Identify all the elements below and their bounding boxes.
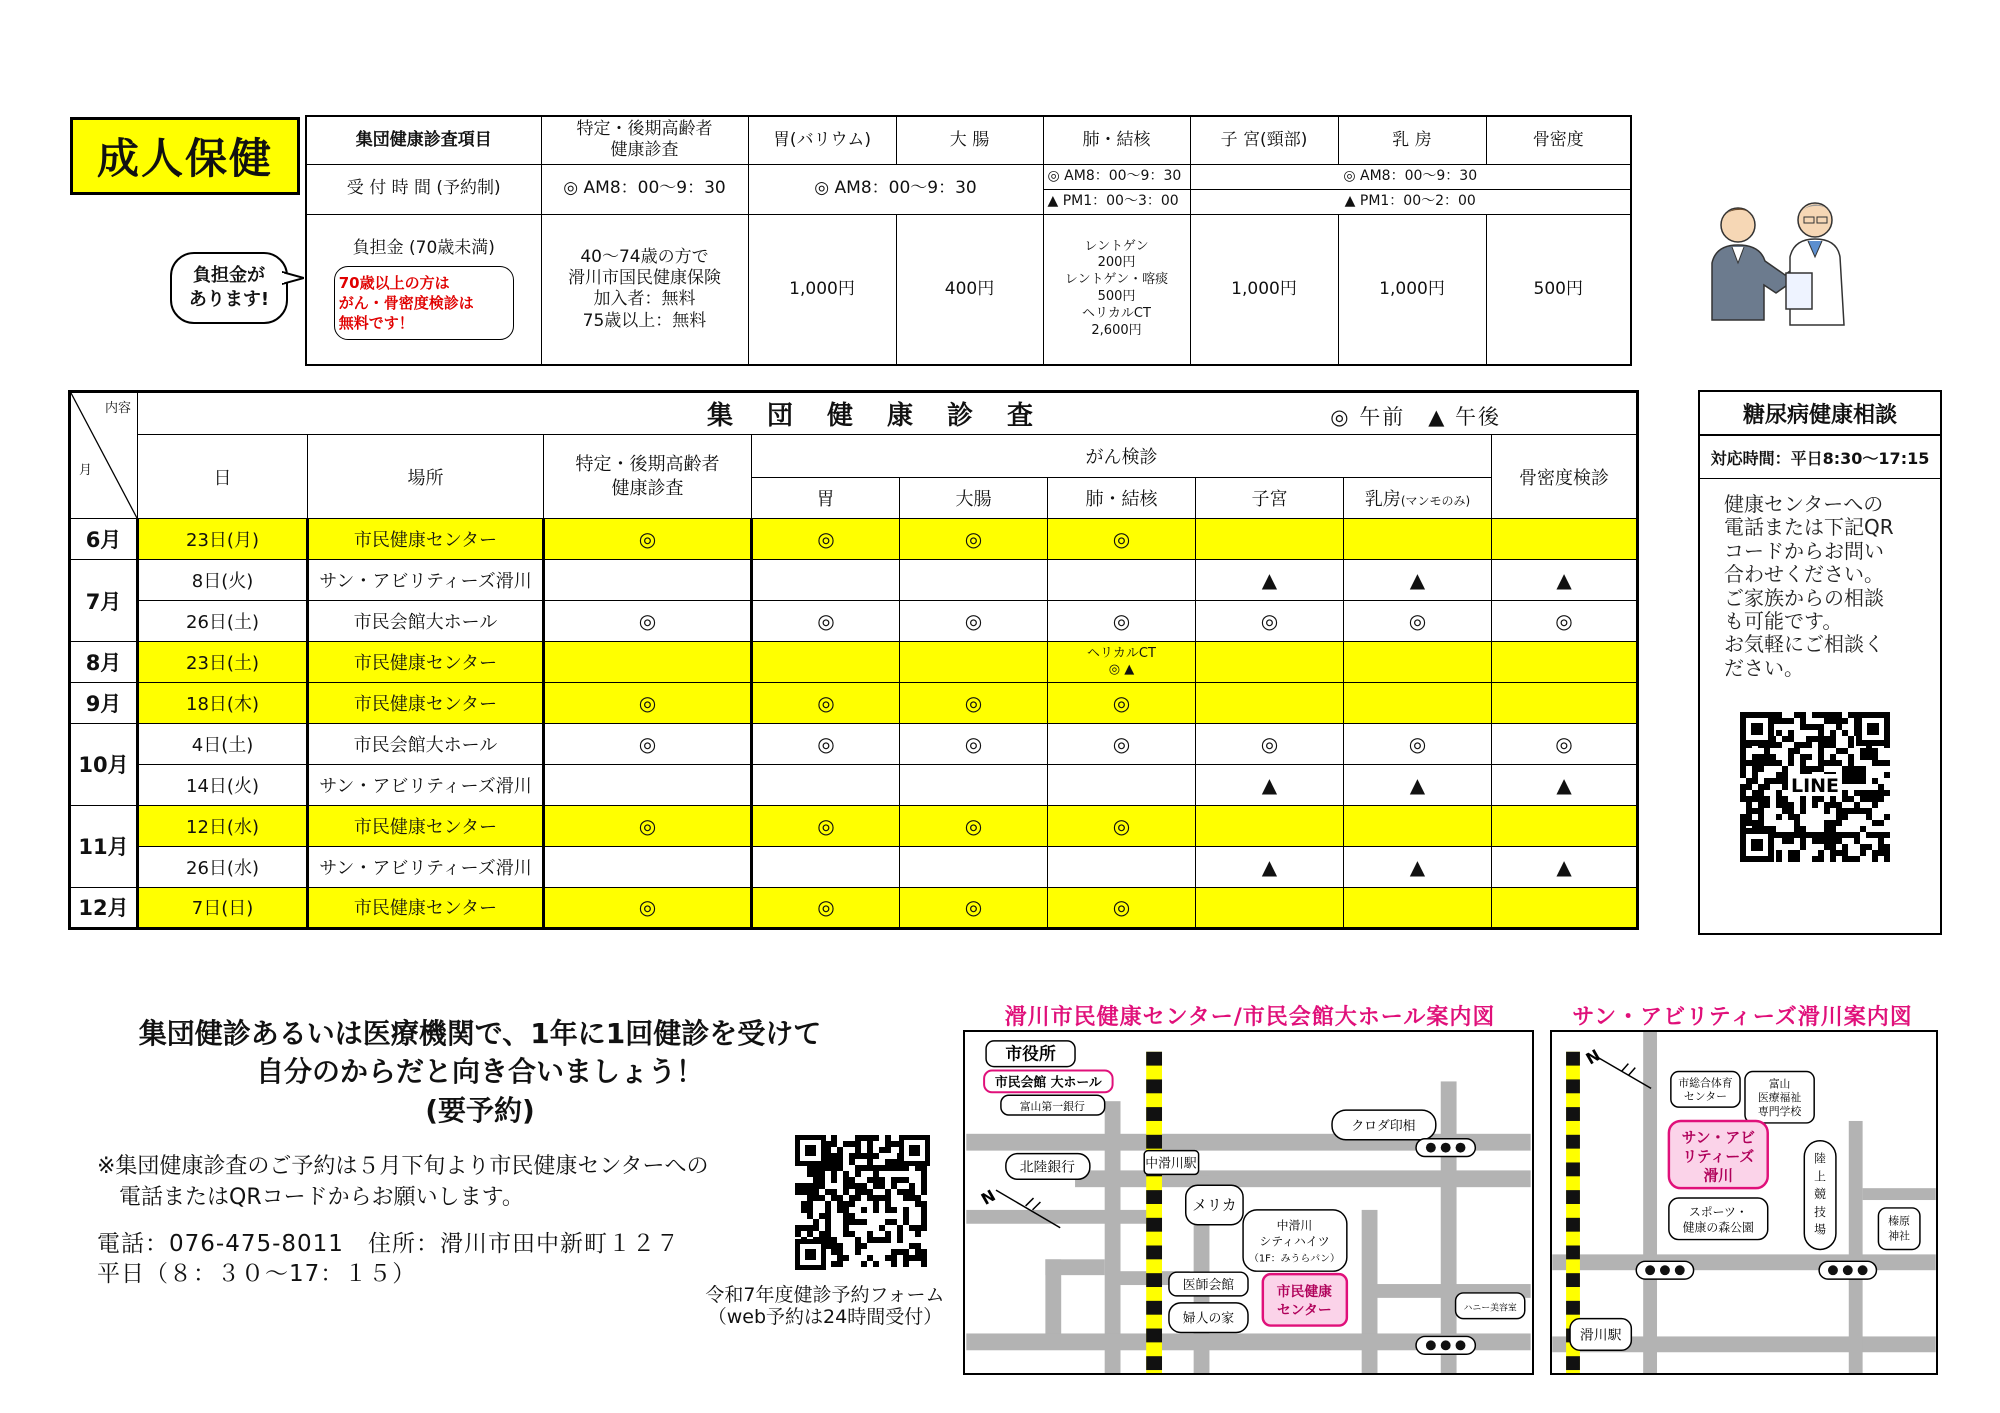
form-caption-line-1: 令和7年度健診予約フォーム bbox=[705, 1284, 945, 1306]
map1-station: 中滑川駅 bbox=[1145, 1156, 1197, 1172]
form-caption-line-2: （web予約は24時間受付） bbox=[707, 1305, 943, 1328]
map1-heights-1: 中滑川 bbox=[1276, 1218, 1313, 1233]
mark-lung: ◎ bbox=[1048, 887, 1196, 928]
mark-bone: ◎ bbox=[1492, 723, 1638, 764]
mark-lung: ヘリカルCT ◎ ▲ bbox=[1048, 642, 1196, 683]
mark-colon: ◎ bbox=[900, 601, 1048, 642]
col-uterus: 子宮 bbox=[1196, 478, 1344, 519]
map2-compass-icon bbox=[1597, 1057, 1651, 1089]
contact-phone: 電話：076-475-8011 bbox=[97, 1231, 344, 1257]
mark-uterus bbox=[1196, 805, 1344, 846]
map2-shrine-2: 神社 bbox=[1888, 1229, 1911, 1243]
mark-uterus: ◎ bbox=[1196, 601, 1344, 642]
map2-shrine-1: 榛原 bbox=[1888, 1214, 1911, 1228]
mark-lung: ◎ bbox=[1048, 805, 1196, 846]
consult-line: コードからお問い bbox=[1724, 538, 1884, 563]
schedule-title: 集団健康診査 bbox=[707, 401, 1068, 432]
mark-tokutei bbox=[544, 764, 752, 805]
mark-stomach bbox=[752, 846, 900, 887]
mark-breast bbox=[1344, 887, 1492, 928]
row-day: 23日(月) bbox=[138, 519, 308, 560]
mark-stomach: ◎ bbox=[752, 723, 900, 764]
map2-title: サン・アビリティーズ滑川案内図 bbox=[1572, 1005, 1913, 1030]
mark-uterus bbox=[1196, 519, 1344, 560]
mark-stomach bbox=[752, 560, 900, 601]
map1-women: 婦人の家 bbox=[1182, 1311, 1235, 1327]
mark-uterus bbox=[1196, 683, 1344, 724]
col-breast-cell bbox=[1344, 478, 1492, 519]
mark-uterus bbox=[1196, 887, 1344, 928]
fee-label-cell bbox=[306, 214, 541, 365]
row-place: サン・アビリティーズ滑川 bbox=[308, 846, 544, 887]
map2-track-2: 上 bbox=[1814, 1169, 1827, 1184]
corner-cell bbox=[70, 392, 138, 519]
map2-sun-3: 滑川 bbox=[1703, 1167, 1734, 1185]
map2-track-5: 場 bbox=[1814, 1222, 1827, 1237]
mark-breast: ▲ bbox=[1344, 560, 1492, 601]
consult-line: 合わせください。 bbox=[1724, 562, 1884, 587]
fee-stomach: 1,000円 bbox=[748, 214, 896, 365]
reception-lung-am: ◎ AM8：00～9：30 bbox=[1043, 164, 1190, 189]
row-place: 市民会館大ホール bbox=[308, 601, 544, 642]
mark-tokutei: ◎ bbox=[544, 519, 752, 560]
schedule-table bbox=[68, 390, 1639, 930]
corner-bottom-label: 月 bbox=[79, 463, 93, 479]
map-sun-abilities bbox=[1550, 1030, 1938, 1375]
reception-label: 受 付 時 間 (予約制) bbox=[306, 164, 541, 214]
row-day: 4日(土) bbox=[138, 723, 308, 764]
mark-tokutei bbox=[544, 560, 752, 601]
contact-address: 住所：滑川市田中新町１２７ bbox=[367, 1231, 680, 1257]
mark-colon: ◎ bbox=[900, 805, 1048, 846]
schedule-row bbox=[70, 723, 1638, 764]
fee-bone: 500円 bbox=[1486, 214, 1631, 365]
slogan bbox=[90, 1015, 870, 1130]
schedule-row bbox=[70, 560, 1638, 601]
mark-colon: ◎ bbox=[900, 887, 1048, 928]
fee-colon: 400円 bbox=[896, 214, 1043, 365]
map1-bank1: 富山第一銀行 bbox=[1019, 1100, 1085, 1114]
map2-school-1: 富山 bbox=[1768, 1077, 1791, 1091]
row-month: 10月 bbox=[70, 723, 138, 805]
mark-colon bbox=[900, 764, 1048, 805]
row-day: 26日(土) bbox=[138, 601, 308, 642]
schedule-legend: ◎ 午前 ▲ 午後 bbox=[1330, 405, 1502, 429]
mark-tokutei: ◎ bbox=[544, 601, 752, 642]
consult-line: お気軽にご相談く bbox=[1724, 632, 1884, 657]
contact-info bbox=[97, 1230, 837, 1290]
reception-tokutei: ◎ AM8：00～9：30 bbox=[541, 164, 748, 214]
schedule-rows bbox=[70, 519, 1638, 929]
map2-sports-2: 健康の森公園 bbox=[1682, 1220, 1754, 1235]
page-title: 成人保健 bbox=[70, 117, 300, 195]
mark-lung: ◎ bbox=[1048, 723, 1196, 764]
row-place: 市民健康センター bbox=[308, 519, 544, 560]
mark-colon bbox=[900, 560, 1048, 601]
map2-north: N bbox=[1582, 1045, 1604, 1069]
mark-colon: ◎ bbox=[900, 519, 1048, 560]
schedule-row bbox=[70, 846, 1638, 887]
mark-tokutei bbox=[544, 642, 752, 683]
map1-north: N bbox=[977, 1185, 999, 1209]
row-day: 18日(木) bbox=[138, 683, 308, 724]
line-qr-code[interactable] bbox=[1740, 712, 1890, 862]
col-bone: 骨密度検診 bbox=[1492, 435, 1638, 519]
map1-heights-3: （1F：みうらパン） bbox=[1248, 1253, 1340, 1265]
mark-breast bbox=[1344, 519, 1492, 560]
mark-breast bbox=[1344, 683, 1492, 724]
map1-center-1: 市民健康 bbox=[1276, 1283, 1333, 1300]
doctor-patient-illustration bbox=[1690, 195, 1870, 330]
reception-lung-pm: ▲ PM1：00～3：00 bbox=[1043, 189, 1190, 214]
mark-colon bbox=[900, 642, 1048, 683]
fee-note: 70歳以上の方は がん・骨密度検診は 無料です！ bbox=[334, 266, 514, 341]
consult-hours: 対応時間：平日8:30～17:15 bbox=[1700, 436, 1940, 479]
mark-stomach: ◎ bbox=[752, 519, 900, 560]
row-month: 8月 bbox=[70, 642, 138, 683]
mark-breast: ▲ bbox=[1344, 846, 1492, 887]
mark-tokutei: ◎ bbox=[544, 887, 752, 928]
mark-uterus bbox=[1196, 642, 1344, 683]
fee-header-items: 集団健康診査項目 bbox=[306, 116, 541, 164]
row-place: 市民健康センター bbox=[308, 683, 544, 724]
mark-colon: ◎ bbox=[900, 683, 1048, 724]
mark-lung bbox=[1048, 560, 1196, 601]
mark-lung: ◎ bbox=[1048, 683, 1196, 724]
map1-honey: ハニー美容室 bbox=[1463, 1303, 1517, 1314]
col-breast-note: (マンモのみ) bbox=[1400, 494, 1471, 509]
map1-medical: 医師会館 bbox=[1182, 1277, 1235, 1293]
mark-colon bbox=[900, 846, 1048, 887]
bubble-tail bbox=[282, 270, 304, 286]
fee-header-breast: 乳 房 bbox=[1338, 116, 1486, 164]
map1-title: 滑川市民健康センター/市民会館大ホール案内図 bbox=[1004, 1005, 1496, 1030]
mark-stomach: ◎ bbox=[752, 805, 900, 846]
consult-line: 健康センターへの bbox=[1724, 492, 1884, 516]
mark-lung bbox=[1048, 846, 1196, 887]
consult-line: も可能です。 bbox=[1724, 608, 1843, 633]
slogan-line-2: 自分のからだと向き合いましょう！ bbox=[255, 1055, 704, 1089]
reception-others-am: ◎ AM8：00～9：30 bbox=[1190, 164, 1631, 189]
fee-header-uterus: 子 宮(頸部) bbox=[1190, 116, 1338, 164]
map2-school-3: 専門学校 bbox=[1757, 1105, 1802, 1119]
mark-bone bbox=[1492, 642, 1638, 683]
row-day: 7日(日) bbox=[138, 887, 308, 928]
mark-stomach bbox=[752, 642, 900, 683]
mark-bone: ▲ bbox=[1492, 846, 1638, 887]
fee-label: 負担金 (70歳未満) bbox=[352, 238, 495, 259]
map2-school-2: 医療福祉 bbox=[1757, 1091, 1802, 1105]
col-day: 日 bbox=[138, 435, 308, 519]
map1-merika: メリカ bbox=[1192, 1196, 1237, 1214]
mark-tokutei: ◎ bbox=[544, 723, 752, 764]
reception-stomach-colon: ◎ AM8：00～9：30 bbox=[748, 164, 1043, 214]
map1-center-2: センター bbox=[1276, 1302, 1332, 1319]
schedule-row bbox=[70, 887, 1638, 928]
row-day: 26日(水) bbox=[138, 846, 308, 887]
map1-hall: 市民会館 大ホール bbox=[994, 1075, 1102, 1091]
col-place: 場所 bbox=[308, 435, 544, 519]
map2-track-4: 技 bbox=[1814, 1204, 1827, 1219]
mark-bone bbox=[1492, 887, 1638, 928]
fee-table bbox=[305, 115, 1632, 366]
line-qr-label: LINE bbox=[1790, 775, 1840, 797]
row-day: 14日(火) bbox=[138, 764, 308, 805]
mark-breast: ◎ bbox=[1344, 601, 1492, 642]
row-day: 12日(水) bbox=[138, 805, 308, 846]
fee-breast: 1,000円 bbox=[1338, 214, 1486, 365]
mark-bone: ◎ bbox=[1492, 601, 1638, 642]
consult-line: ださい。 bbox=[1724, 655, 1804, 680]
reservation-note bbox=[97, 1152, 797, 1214]
reservation-line-2: 電話またはQRコードからお願いします。 bbox=[119, 1184, 524, 1210]
map-health-center bbox=[963, 1030, 1534, 1375]
mark-lung: ◎ bbox=[1048, 601, 1196, 642]
mark-tokutei bbox=[544, 846, 752, 887]
consult-line: ご家族からの相談 bbox=[1724, 585, 1884, 610]
map2-sun-2: リティーズ bbox=[1682, 1148, 1755, 1166]
form-caption bbox=[690, 1285, 960, 1329]
consult-body bbox=[1700, 479, 1940, 680]
row-month: 9月 bbox=[70, 683, 138, 724]
mark-stomach: ◎ bbox=[752, 683, 900, 724]
row-day: 8日(火) bbox=[138, 560, 308, 601]
fee-lung: レントゲン 200円 レントゲン・喀痰 500円 ヘリカルCT 2,600円 bbox=[1043, 214, 1190, 365]
fee-header-colon: 大 腸 bbox=[896, 116, 1043, 164]
reservation-form-qr-code[interactable] bbox=[795, 1135, 930, 1270]
consult-title: 糖尿病健康相談 bbox=[1700, 392, 1940, 436]
fee-header-stomach: 胃(バリウム) bbox=[748, 116, 896, 164]
slogan-line-3: (要予約) bbox=[425, 1093, 535, 1127]
mark-breast bbox=[1344, 642, 1492, 683]
mark-uterus: ◎ bbox=[1196, 723, 1344, 764]
row-month: 12月 bbox=[70, 887, 138, 928]
mark-uterus: ▲ bbox=[1196, 560, 1344, 601]
row-place: 市民健康センター bbox=[308, 642, 544, 683]
bubble-line-2: あります! bbox=[188, 289, 270, 310]
mark-bone: ▲ bbox=[1492, 764, 1638, 805]
map2-sun-1: サン・アビ bbox=[1681, 1129, 1755, 1147]
fee-bubble bbox=[170, 252, 288, 324]
mark-bone bbox=[1492, 519, 1638, 560]
schedule-row bbox=[70, 601, 1638, 642]
row-place: サン・アビリティーズ滑川 bbox=[308, 764, 544, 805]
mark-lung bbox=[1048, 764, 1196, 805]
schedule-row bbox=[70, 683, 1638, 724]
mark-lung: ◎ bbox=[1048, 519, 1196, 560]
reservation-line-1: ※集団健康診査のご予約は５月下旬より市民健康センターへの bbox=[97, 1154, 709, 1179]
reception-others-pm: ▲ PM1：00～2：00 bbox=[1190, 189, 1631, 214]
schedule-row bbox=[70, 642, 1638, 683]
mark-bone bbox=[1492, 805, 1638, 846]
row-place: 市民健康センター bbox=[308, 805, 544, 846]
mark-bone: ▲ bbox=[1492, 560, 1638, 601]
mark-uterus: ▲ bbox=[1196, 846, 1344, 887]
fee-header-tokutei: 特定・後期高齢者 健康診査 bbox=[541, 116, 748, 164]
map2-track-3: 競 bbox=[1814, 1187, 1827, 1202]
schedule-row bbox=[70, 805, 1638, 846]
map1-kuroda: クロダ印相 bbox=[1351, 1118, 1416, 1134]
row-month: 6月 bbox=[70, 519, 138, 560]
fee-header-bone: 骨密度 bbox=[1486, 116, 1631, 164]
schedule-title-cell bbox=[138, 392, 1638, 435]
row-place: 市民健康センター bbox=[308, 887, 544, 928]
schedule-row bbox=[70, 764, 1638, 805]
map1-bank2: 北陸銀行 bbox=[1019, 1159, 1076, 1176]
mark-tokutei: ◎ bbox=[544, 683, 752, 724]
fee-header-lung: 肺・結核 bbox=[1043, 116, 1190, 164]
col-tokutei: 特定・後期高齢者 健康診査 bbox=[544, 435, 752, 519]
fee-tokutei: 40～74歳の方で 滑川市国民健康保険 加入者：無料 75歳以上：無料 bbox=[541, 214, 748, 365]
map2-sports-1: スポーツ・ bbox=[1688, 1204, 1748, 1219]
mark-breast bbox=[1344, 805, 1492, 846]
mark-stomach bbox=[752, 764, 900, 805]
col-stomach: 胃 bbox=[752, 478, 900, 519]
row-day: 23日(土) bbox=[138, 642, 308, 683]
bubble-line-1: 負担金が bbox=[193, 264, 265, 286]
col-cancer: がん検診 bbox=[752, 435, 1492, 478]
mark-stomach: ◎ bbox=[752, 601, 900, 642]
row-month: 11月 bbox=[70, 805, 138, 887]
row-month: 7月 bbox=[70, 560, 138, 642]
mark-uterus: ▲ bbox=[1196, 764, 1344, 805]
map2-gym-2: センター bbox=[1683, 1090, 1727, 1104]
map2-station: 滑川駅 bbox=[1579, 1327, 1622, 1344]
mark-bone bbox=[1492, 683, 1638, 724]
mark-tokutei: ◎ bbox=[544, 805, 752, 846]
map1-heights-2: シティハイツ bbox=[1259, 1234, 1330, 1249]
col-lung: 肺・結核 bbox=[1048, 478, 1196, 519]
fee-uterus: 1,000円 bbox=[1190, 214, 1338, 365]
consult-line: 電話または下記QR bbox=[1724, 515, 1894, 540]
mark-colon: ◎ bbox=[900, 723, 1048, 764]
mark-breast: ▲ bbox=[1344, 764, 1492, 805]
map2-track-1: 陸 bbox=[1814, 1151, 1827, 1166]
map2-gym-1: 市総合体育 bbox=[1678, 1076, 1733, 1090]
col-colon: 大腸 bbox=[900, 478, 1048, 519]
mark-breast: ◎ bbox=[1344, 723, 1492, 764]
mark-stomach: ◎ bbox=[752, 887, 900, 928]
corner-top-label: 内容 bbox=[104, 401, 131, 416]
map1-city-hall: 市役所 bbox=[1005, 1043, 1056, 1064]
col-breast: 乳房 bbox=[1364, 489, 1401, 511]
slogan-line-1: 集団健診あるいは医療機関で、1年に1回健診を受けて bbox=[138, 1017, 822, 1050]
schedule-row bbox=[70, 519, 1638, 560]
contact-hours: 平日（８：３０～17：１５） bbox=[97, 1260, 417, 1287]
row-place: サン・アビリティーズ滑川 bbox=[308, 560, 544, 601]
row-place: 市民会館大ホール bbox=[308, 723, 544, 764]
